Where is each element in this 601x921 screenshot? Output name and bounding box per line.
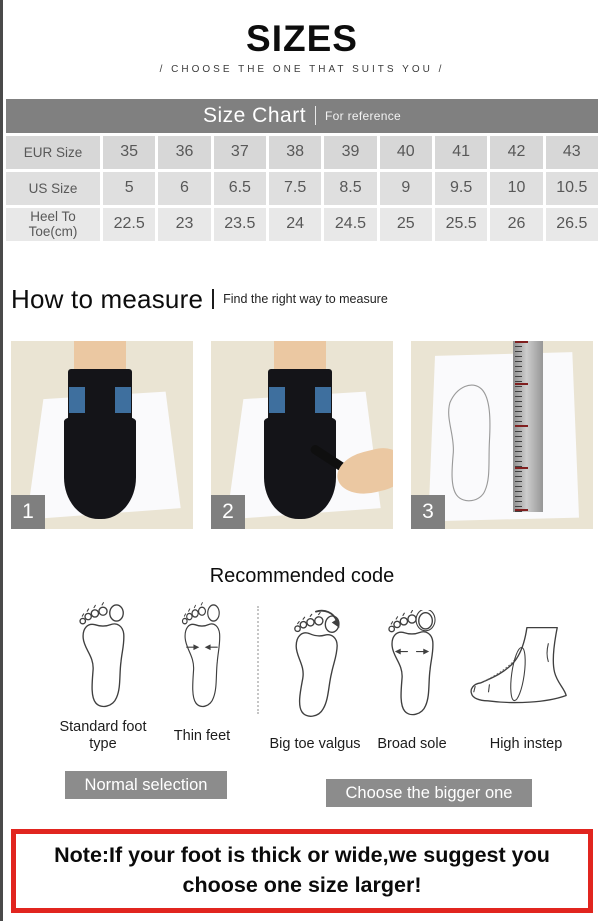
sock-label-patch [69,387,85,413]
table-row-heel-to-toe [6,208,598,241]
table-cell: 40 [380,136,432,169]
foot-outline-drawing [433,371,503,511]
sock-foot [264,415,336,519]
row-label: US Size [6,172,100,205]
thin-feet-column [159,600,245,758]
standard-foot-diagram-icon [76,602,130,714]
normal-selection-button: Normal selection [65,771,228,800]
size-note: Note:If your foot is thick or wide,we suggest you choose one size larger! [11,829,593,912]
dotted-divider [257,606,259,714]
row-label: EUR Size [6,136,100,169]
recommended-diagrams [3,600,601,808]
table-cell: 6 [158,172,210,205]
normal-selection-group [47,600,245,800]
step-number-badge: 3 [411,495,445,529]
foot-type-label: High instep [489,735,563,752]
table-cell: 24 [269,208,321,241]
foot-type-label: Big toe valgus [269,735,361,752]
table-cell: 9 [380,172,432,205]
table-cell: 6.5 [214,172,266,205]
how-to-measure-subtitle: Find the right way to measure [223,292,388,307]
recommended-code-title: Recommended code [209,564,395,587]
measure-step-3-photo [411,341,593,529]
page-title: SIZES [246,18,358,59]
table-cell: 23 [158,208,210,241]
table-cell: 42 [490,136,542,169]
page-header [3,0,601,75]
table-cell: 23.5 [214,208,266,241]
table-cell: 35 [103,136,155,169]
high-instep-diagram-icon [468,618,584,714]
how-to-measure-title: How to measure [11,283,204,314]
table-cell: 43 [546,136,598,169]
foot-type-label: Thin feet [173,727,231,744]
table-cell: 22.5 [103,208,155,241]
table-cell: 41 [435,136,487,169]
steel-ruler [513,341,543,512]
table-cell: 37 [214,136,266,169]
page-subtitle: / CHOOSE THE ONE THAT SUITS YOU / [159,63,445,75]
thin-feet-diagram-icon [175,602,229,714]
table-cell: 39 [324,136,376,169]
step-number-badge: 2 [211,495,245,529]
sock-cuff [268,369,332,421]
divider-bar-icon [315,106,316,125]
table-cell: 5 [103,172,155,205]
table-cell: 25 [380,208,432,241]
standard-foot-column [47,600,159,758]
table-cell: 36 [158,136,210,169]
measure-steps-photos [3,341,601,529]
how-to-measure-header [11,284,601,315]
table-cell: 8.5 [324,172,376,205]
size-chart-header [6,99,598,133]
divider-bar-icon [212,289,214,309]
bigger-size-group [269,600,589,808]
table-cell: 24.5 [324,208,376,241]
sock-label-patch [269,387,285,413]
table-cell: 7.5 [269,172,321,205]
foot-type-label: Standard foot type [59,719,147,752]
table-cell: 26 [490,208,542,241]
size-chart-table [3,133,601,244]
measure-step-1-photo [11,341,193,529]
table-row-us-size [6,172,598,205]
table-cell: 25.5 [435,208,487,241]
high-instep-column [463,600,589,766]
choose-bigger-one-button: Choose the bigger one [326,779,533,808]
table-cell: 10 [490,172,542,205]
table-cell: 10.5 [546,172,598,205]
table-cell: 9.5 [435,172,487,205]
table-cell: 26.5 [546,208,598,241]
sock-label-patch [115,387,131,413]
size-chart-section [3,99,601,244]
broad-sole-diagram-icon [384,610,440,722]
big-toe-valgus-diagram-icon [286,608,344,722]
broad-sole-column [361,608,463,766]
measure-step-2-photo [211,341,393,529]
step-number-badge: 1 [11,495,45,529]
table-cell: 38 [269,136,321,169]
sock-label-patch [315,387,331,413]
table-row-eur-size [6,136,598,169]
row-label: Heel To Toe(cm) [6,208,100,241]
size-chart-reference-note: For reference [325,108,401,123]
sock-cuff [68,369,132,421]
foot-type-label: Broad sole [377,735,447,752]
sock-foot [64,415,136,519]
size-chart-title: Size Chart [203,103,307,127]
big-toe-valgus-column [269,608,361,766]
